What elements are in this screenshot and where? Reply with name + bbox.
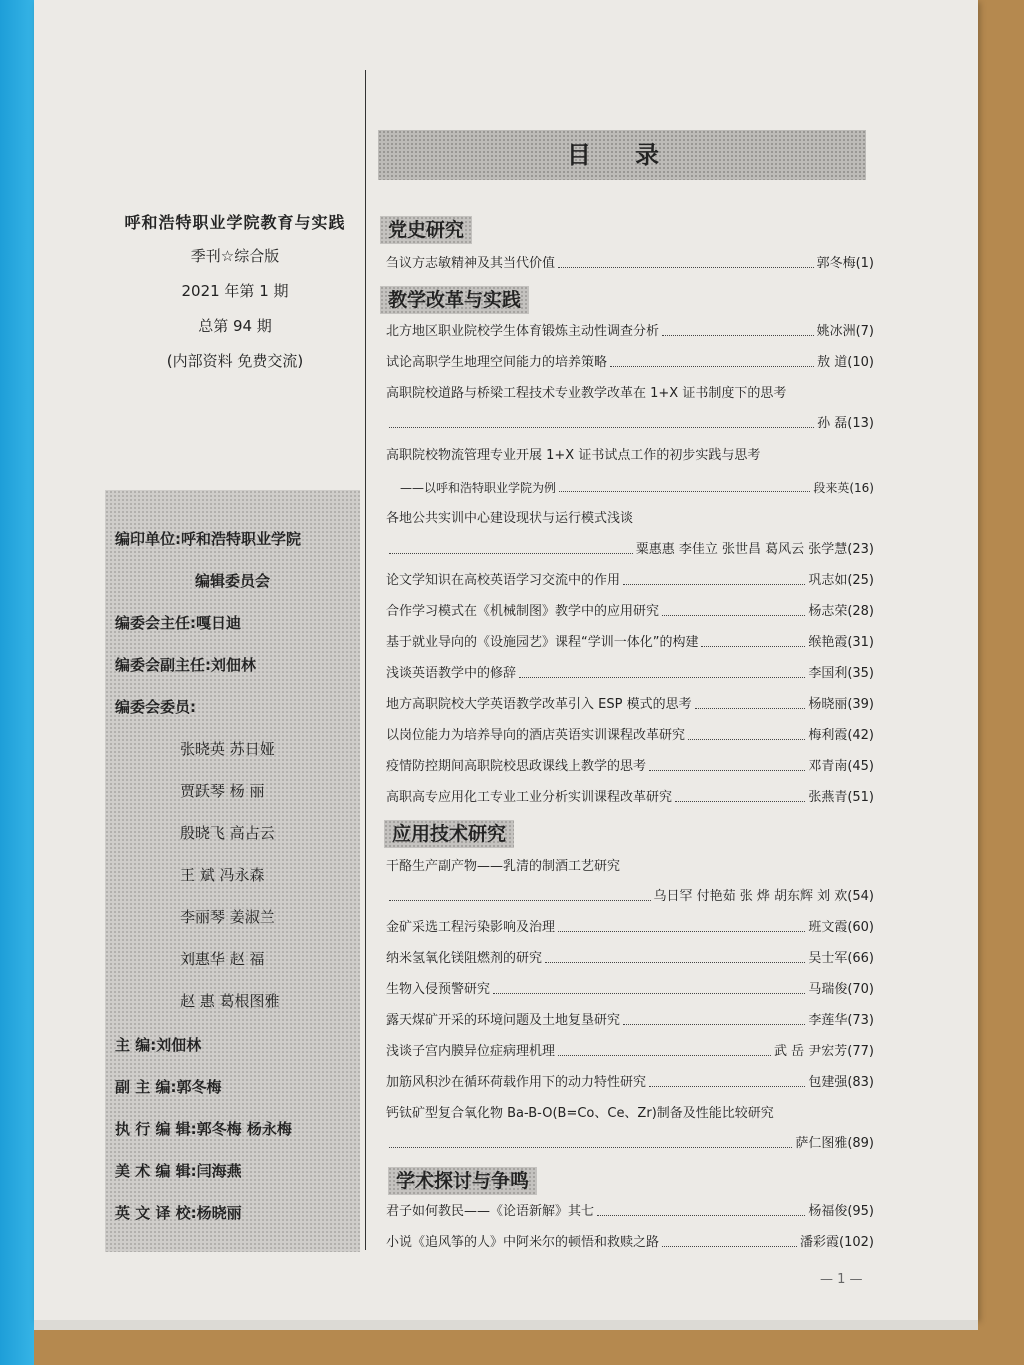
toc-entry[interactable] <box>386 1233 874 1253</box>
leader-dots <box>649 757 805 771</box>
leader-dots <box>701 633 805 647</box>
committee-director: 编委会主任:嘎日迪 <box>115 614 241 632</box>
toc-entry[interactable] <box>386 254 874 274</box>
total-issue: 总第 94 期 <box>198 317 272 335</box>
toc-entry-title-line[interactable]: 高职院校物流管理专业开展 1+X 证书试点工作的初步实践与思考 <box>386 448 761 463</box>
section-heading: 学术探讨与争鸣 <box>388 1167 537 1195</box>
entry-title: 纳米氢氧化镁阻燃剂的研究 <box>386 951 543 966</box>
toc-entry[interactable] <box>386 322 874 342</box>
committee-member-row: 贾跃琴 杨 丽 <box>180 782 265 800</box>
entry-author-page: 杨福俊(95) <box>808 1204 874 1219</box>
leader-dots <box>623 1011 805 1025</box>
entry-title: 地方高职院校大学英语教学改革引入 ESP 模式的思考 <box>386 697 692 712</box>
entry-title: 君子如何教民——《论语新解》其七 <box>386 1204 595 1219</box>
blue-binder-edge <box>0 0 34 1365</box>
leader-dots <box>662 602 805 616</box>
entry-author-page: 孙 磊(13) <box>817 416 874 431</box>
leader-dots <box>519 664 805 678</box>
entry-title: 以岗位能力为培养导向的酒店英语实训课程改革研究 <box>386 728 686 743</box>
entry-author-page: 包建强(83) <box>808 1075 874 1090</box>
toc-entry-title-line[interactable]: 干酪生产副产物——乳清的制酒工艺研究 <box>386 859 621 874</box>
page-bottom-edge <box>34 1320 978 1330</box>
toc-entry[interactable] <box>386 571 874 591</box>
leader-dots <box>558 1042 771 1056</box>
entry-author-page: 班文霞(60) <box>808 920 874 935</box>
toc-entry[interactable] <box>386 602 874 622</box>
committee-member-row: 赵 惠 葛根图雅 <box>180 992 280 1010</box>
toc-entry[interactable] <box>386 980 874 1000</box>
entry-author-page: 张燕青(51) <box>808 790 874 805</box>
toc-entry[interactable] <box>386 1073 874 1093</box>
leader-dots <box>493 980 805 994</box>
entry-title: 试论高职学生地理空间能力的培养策略 <box>386 355 608 370</box>
entry-title: 金矿采选工程污染影响及治理 <box>386 920 556 935</box>
deputy-editor: 副 主 编:郭冬梅 <box>115 1078 222 1096</box>
toc-entry-title-line[interactable]: 高职院校道路与桥梁工程技术专业教学改革在 1+X 证书制度下的思考 <box>386 386 787 401</box>
toc-entry[interactable] <box>386 788 874 808</box>
toc-entry[interactable] <box>386 726 874 746</box>
toc-entry[interactable] <box>386 353 874 373</box>
toc-entry[interactable] <box>386 887 874 907</box>
leader-dots <box>545 949 805 963</box>
toc-entry[interactable] <box>386 1011 874 1031</box>
entry-title: 加筋风积沙在循环荷载作用下的动力特性研究 <box>386 1075 647 1090</box>
entry-author-page: 段来英(16) <box>813 481 874 495</box>
committee-member-row: 刘惠华 赵 福 <box>180 950 265 968</box>
editorial-panel <box>105 490 360 1252</box>
committee-heading: 编辑委员会 <box>194 572 270 590</box>
leader-dots <box>558 918 805 932</box>
toc-entry[interactable] <box>386 949 874 969</box>
entry-author-page: 萨仁图雅(89) <box>795 1136 874 1151</box>
entry-author-page: 邓青南(45) <box>808 759 874 774</box>
entry-author-page: 梅利霞(42) <box>808 728 874 743</box>
leader-dots <box>662 322 814 336</box>
section-heading: 党史研究 <box>380 216 472 244</box>
section-heading: 教学改革与实践 <box>380 286 529 314</box>
leader-dots <box>558 254 814 268</box>
entry-author-page: 郭冬梅(1) <box>816 256 874 271</box>
toc-entry[interactable] <box>386 1042 874 1062</box>
leader-dots <box>688 726 805 740</box>
entry-title: 浅谈子宫内膜异位症病理机理 <box>386 1044 556 1059</box>
entry-title: 刍议方志敏精神及其当代价值 <box>386 256 556 271</box>
journal-title: 呼和浩特职业学院教育与实践 <box>124 213 346 232</box>
chief-editor: 主 编:刘佃林 <box>115 1036 202 1054</box>
entry-author-page: 武 岳 尹宏芳(77) <box>774 1044 874 1059</box>
toc-entry[interactable] <box>386 918 874 938</box>
committee-members-label: 编委会委员: <box>115 698 196 716</box>
committee-member-row: 李丽琴 姜淑兰 <box>180 908 275 926</box>
entry-author-page: 粟惠惠 李佳立 张世昌 葛风云 张学慧(23) <box>635 542 874 557</box>
entry-title: 小说《追风筝的人》中阿米尔的顿悟和救赎之路 <box>386 1235 660 1250</box>
leader-dots <box>389 414 814 428</box>
art-editor: 美 术 编 辑:闫海燕 <box>115 1162 242 1180</box>
publisher: 编印单位:呼和浩特职业学院 <box>115 530 301 548</box>
committee-member-row: 殷晓飞 高占云 <box>180 824 275 842</box>
entry-subtitle: ——以呼和浩特职业学院为例 <box>400 481 557 495</box>
leader-dots <box>389 1134 792 1148</box>
toc-entry[interactable] <box>386 695 874 715</box>
entry-author-page: 巩志如(25) <box>808 573 874 588</box>
leader-dots <box>559 478 810 492</box>
toc-entry[interactable] <box>386 414 874 434</box>
executive-editor: 执 行 编 辑:郭冬梅 杨永梅 <box>115 1120 292 1138</box>
entry-author-page: 李国利(35) <box>808 666 874 681</box>
toc-entry[interactable] <box>386 540 874 560</box>
entry-title: 露天煤矿开采的环境问题及土地复垦研究 <box>386 1013 621 1028</box>
toc-entry[interactable] <box>386 1202 874 1222</box>
toc-entry[interactable] <box>400 478 874 498</box>
entry-author-page: 吴士军(66) <box>808 951 874 966</box>
toc-entry-title-line[interactable]: 钙钛矿型复合氧化物 Ba-B-O(B=Co、Ce、Zr)制备及性能比较研究 <box>386 1106 774 1121</box>
entry-title: 北方地区职业院校学生体育锻炼主动性调查分析 <box>386 324 660 339</box>
entry-author-page: 潘彩霞(102) <box>800 1235 874 1250</box>
toc-entry[interactable] <box>386 664 874 684</box>
entry-author-page: 缑艳霞(31) <box>808 635 874 650</box>
leader-dots <box>389 887 651 901</box>
edition: 季刊☆综合版 <box>190 247 280 265</box>
entry-author-page: 马瑞俊(70) <box>808 982 874 997</box>
leader-dots <box>610 353 814 367</box>
english-editor: 英 文 译 校:杨晓丽 <box>115 1204 242 1222</box>
entry-author-page: 李莲华(73) <box>808 1013 874 1028</box>
entry-title: 浅谈英语教学中的修辞 <box>386 666 517 681</box>
toc-title: 目 录 <box>378 130 866 180</box>
entry-title: 合作学习模式在《机械制图》教学中的应用研究 <box>386 604 660 619</box>
leader-dots <box>389 540 633 554</box>
entry-title: 疫情防控期间高职院校思政课线上教学的思考 <box>386 759 647 774</box>
entry-author-page: 杨晓丽(39) <box>808 697 874 712</box>
distribution-notice: (内部资料 免费交流) <box>166 352 304 370</box>
entry-title: 论文学知识在高校英语学习交流中的作用 <box>386 573 621 588</box>
leader-dots <box>675 788 805 802</box>
entry-title: 基于就业导向的《设施园艺》课程“学训一体化”的构建 <box>386 635 699 650</box>
committee-member-row: 王 斌 冯永森 <box>180 866 265 884</box>
leader-dots <box>649 1073 805 1087</box>
committee-vice-director: 编委会副主任:刘佃林 <box>115 656 256 674</box>
leader-dots <box>623 571 805 585</box>
entry-author-page: 杨志荣(28) <box>808 604 874 619</box>
toc-entry[interactable] <box>386 757 874 777</box>
toc-entry-title-line[interactable]: 各地公共实训中心建设现状与运行模式浅谈 <box>386 511 634 526</box>
entry-title: 生物入侵预警研究 <box>386 982 491 997</box>
leader-dots <box>662 1233 797 1247</box>
entry-author-page: 乌日罕 付艳茹 张 烨 胡东辉 刘 欢(54) <box>653 889 874 904</box>
journal-masthead <box>100 210 370 385</box>
leader-dots <box>695 695 806 709</box>
committee-member-row: 张晓英 苏日娅 <box>180 740 275 758</box>
entry-author-page: 姚冰洲(7) <box>816 324 874 339</box>
entry-author-page: 敖 道(10) <box>817 355 874 370</box>
toc-entry[interactable] <box>386 1134 874 1154</box>
year-issue: 2021 年第 1 期 <box>181 282 289 300</box>
leader-dots <box>597 1202 805 1216</box>
page-number: — 1 — <box>820 1272 863 1287</box>
toc-entry[interactable] <box>386 633 874 653</box>
section-heading: 应用技术研究 <box>384 820 514 848</box>
entry-title: 高职高专应用化工专业工业分析实训课程改革研究 <box>386 790 673 805</box>
